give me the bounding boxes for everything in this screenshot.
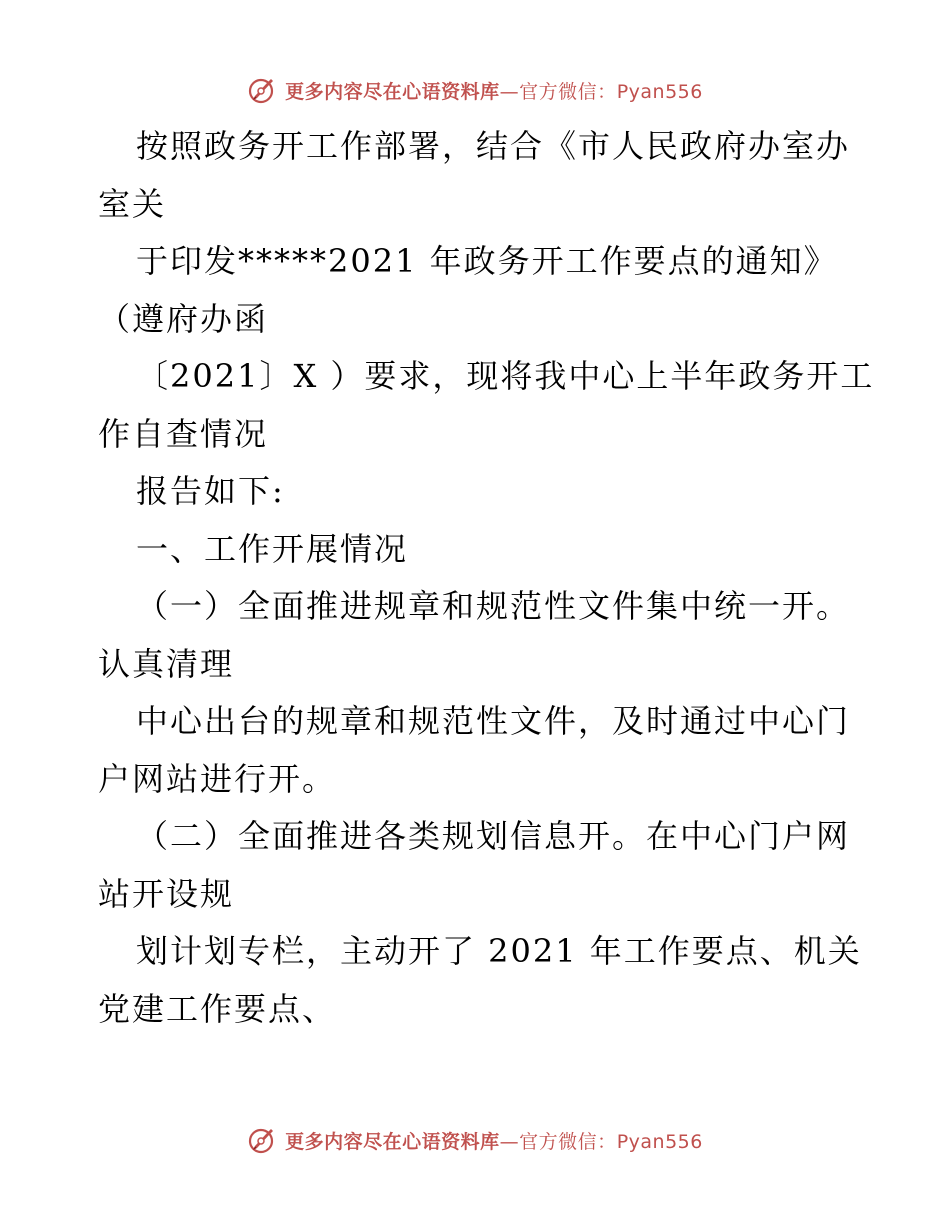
banner-wechat-label: 官方微信： (519, 80, 617, 103)
body-line: 于印发*****2021 年政务开工作要点的通知》 (136, 242, 838, 280)
banner-separator: — (499, 80, 520, 103)
body-line: （一）全面推进规章和规范性文件集中统一开。 (136, 587, 851, 625)
banner-site-text: 更多内容尽在心语资料库 (285, 1130, 500, 1153)
body-line: 〔2021〕X ）要求，现将我中心上半年政务开工 (136, 357, 875, 395)
body-line: 室关 (98, 184, 167, 223)
quill-pen-seal-icon (247, 1124, 279, 1156)
body-line: 认真清理 (98, 644, 235, 683)
body-line: 户网站进行开。 (98, 759, 337, 798)
body-line: 中心出台的规章和规范性文件，及时通过中心门 (136, 702, 851, 740)
body-line: 按照政务开工作部署，结合《市人民政府办室办 (136, 127, 851, 165)
body-line: 报告如下: (136, 472, 285, 510)
banner-wechat-id: Pyan556 (616, 80, 703, 103)
body-line: 站开设规 (98, 874, 235, 913)
banner-text (285, 77, 703, 104)
section-heading: 一、工作开展情况 (136, 529, 409, 568)
body-line: 划计划专栏，主动开了 2021 年工作要点、机关 (136, 932, 862, 970)
banner-wechat-label: 官方微信： (519, 1130, 617, 1153)
banner-wechat-id: Pyan556 (616, 1130, 703, 1153)
body-line: 作自查情况 (98, 414, 269, 453)
banner-site-text: 更多内容尽在心语资料库 (285, 80, 500, 103)
footer-banner (0, 1120, 950, 1160)
document-body (98, 118, 875, 1038)
banner-separator: — (499, 1130, 520, 1153)
body-line: （遵府办函 (98, 299, 269, 338)
quill-pen-seal-icon (247, 74, 279, 106)
banner-text (285, 1127, 703, 1154)
header-banner (0, 70, 950, 110)
body-line: （二）全面推进各类规划信息开。在中心门户网 (136, 817, 851, 855)
body-line: 党建工作要点、 (98, 989, 337, 1028)
